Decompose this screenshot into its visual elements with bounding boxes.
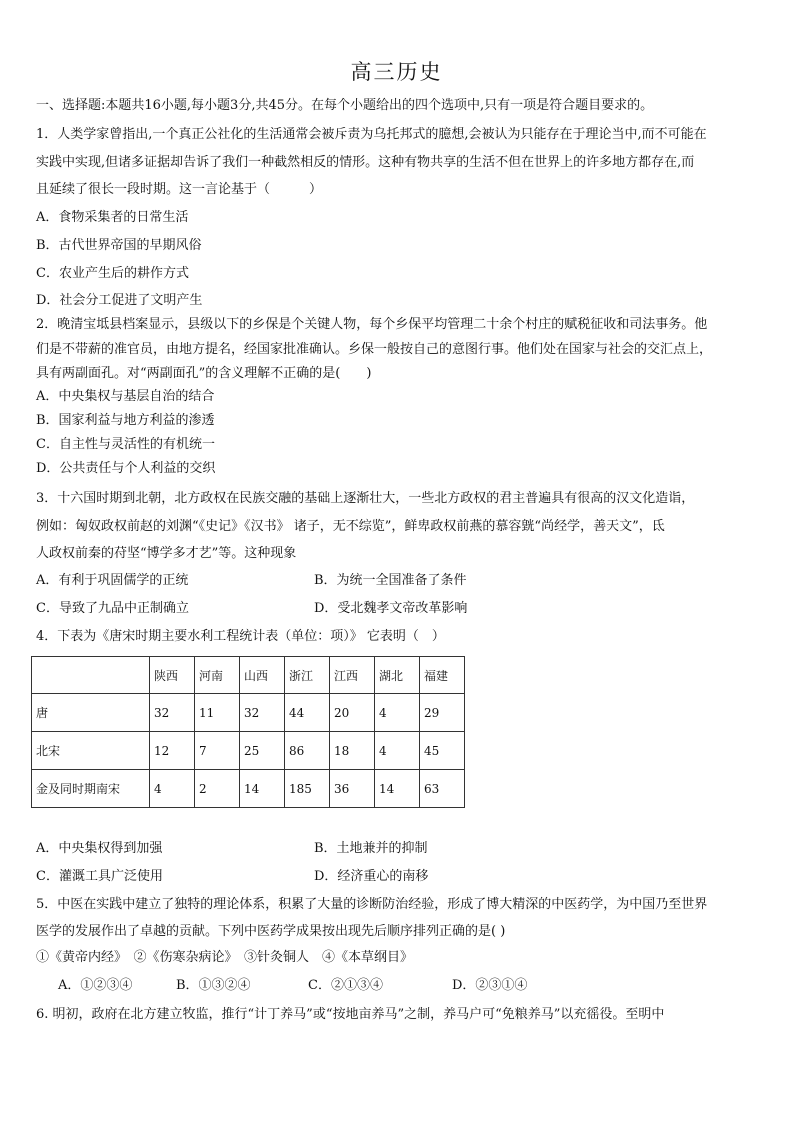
table-cell: 4 bbox=[375, 732, 420, 770]
table-cell: 北宋 bbox=[32, 732, 150, 770]
page-title: 高三历史 bbox=[350, 60, 443, 84]
table-cell: 7 bbox=[195, 732, 240, 770]
table-cell: 11 bbox=[195, 694, 240, 732]
table-header-cell: 江西 bbox=[330, 657, 375, 694]
q2-line-2: 们是不带薪的准官员，由地方提名，经国家批准确认。乡保一般按自己的意图行事。他们处在国家与社会的交汇点上， bbox=[36, 342, 713, 357]
q1-line-3: 且延续了很长一段时期。这一言论基于（ ） bbox=[36, 182, 323, 197]
q3-line-3: 人政权前秦的苻坚“博学多才艺”等。这种现象 bbox=[36, 546, 297, 561]
table-cell: 2 bbox=[195, 770, 240, 808]
table-cell: 29 bbox=[420, 694, 465, 732]
table-cell: 4 bbox=[150, 770, 195, 808]
q3-option-c: C．导致了九品中正制确立 bbox=[36, 601, 189, 616]
table-cell: 185 bbox=[285, 770, 330, 808]
q3-line-2: 例如：匈奴政权前赵的刘渊“《史记》《汉书》 诸子，无不综览”，鲜卑政权前燕的慕容皝“尚经学，善天文”，氐 bbox=[36, 519, 665, 534]
q1-option-c: C．农业产生后的耕作方式 bbox=[36, 266, 189, 281]
table-cell: 25 bbox=[240, 732, 285, 770]
table-cell: 63 bbox=[420, 770, 465, 808]
q2-line-3: 具有两副面孔。对“两副面孔”的含义理解不正确的是( ) bbox=[36, 366, 372, 381]
q5-line-1: 5．中医在实践中建立了独特的理论体系，积累了大量的诊断防治经验，形成了博大精深的中医药学，为中国乃至世界 bbox=[36, 897, 708, 912]
q5-option-b: B．①③②④ bbox=[176, 978, 251, 993]
table-cell: 金及同时期南宋 bbox=[32, 770, 150, 808]
table-cell: 44 bbox=[285, 694, 330, 732]
table-cell: 36 bbox=[330, 770, 375, 808]
q1-option-a: A．食物采集者的日常生活 bbox=[36, 210, 189, 225]
q5-line-2: 医学的发展作出了卓越的贡献。下列中医药学成果按出现先后顺序排列正确的是( ) bbox=[36, 924, 506, 939]
q1-option-b: B．古代世界帝国的早期风俗 bbox=[36, 238, 202, 253]
table-cell: 20 bbox=[330, 694, 375, 732]
table-header-cell: 陕西 bbox=[150, 657, 195, 694]
q5-option-d: D．②③①④ bbox=[452, 978, 528, 993]
table-header-cell: 湖北 bbox=[375, 657, 420, 694]
q4-option-b: B．土地兼并的抑制 bbox=[314, 841, 428, 856]
q2-option-d: D．公共责任与个人利益的交织 bbox=[36, 461, 216, 476]
table-cell: 86 bbox=[285, 732, 330, 770]
table-cell: 45 bbox=[420, 732, 465, 770]
q2-option-a: A．中央集权与基层自治的结合 bbox=[36, 389, 215, 404]
q4-option-c: C．灌溉工具广泛使用 bbox=[36, 869, 163, 884]
q5-option-a: A．①②③④ bbox=[58, 978, 133, 993]
table-header-cell: 河南 bbox=[195, 657, 240, 694]
q1-line-2: 实践中实现,但诸多证据却告诉了我们一种截然相反的情形。这种有物共享的生活不但在世界上的许多地方都存在,而 bbox=[36, 155, 695, 170]
table-cell: 4 bbox=[375, 694, 420, 732]
table-cell: 14 bbox=[375, 770, 420, 808]
q1-line-1: 1．人类学家曾指出,一个真正公社化的生活通常会被斥责为乌托邦式的臆想,会被认为只能存在于理论当中,而不可能在 bbox=[36, 127, 707, 142]
q3-option-d: D．受北魏孝文帝改革影响 bbox=[314, 601, 468, 616]
q1-option-d: D．社会分工促进了文明产生 bbox=[36, 293, 203, 308]
q2-option-c: C．自主性与灵活性的有机统一 bbox=[36, 437, 215, 452]
section-header: 一、选择题:本题共16小题,每小题3分,共45分。在每个小题给出的四个选项中,只有一项是符合题目要求的。 bbox=[36, 98, 654, 113]
q3-line-1: 3．十六国时期到北朝，北方政权在民族交融的基础上逐渐壮大，一些北方政权的君主普遍具有很高的汉文化造诣， bbox=[36, 491, 695, 506]
table-header-cell: 浙江 bbox=[285, 657, 330, 694]
table-cell: 12 bbox=[150, 732, 195, 770]
q4-option-a: A．中央集权得到加强 bbox=[36, 841, 163, 856]
q6-line-1: 6. 明初，政府在北方建立牧监，推行“计丁养马”或“按地亩养马”之制，养马户可“免粮养马”以充徭役。至明中 bbox=[36, 1007, 665, 1022]
q4-stem: 4．下表为《唐宋时期主要水利工程统计表（单位：项）》 它表明（ ） bbox=[36, 629, 445, 644]
q5-items: ①《黄帝内经》 ②《伤寒杂病论》 ③针灸铜人 ④《本草纲目》 bbox=[36, 950, 414, 965]
table-header-cell: 福建 bbox=[420, 657, 465, 694]
q4-option-d: D．经济重心的南移 bbox=[314, 869, 429, 884]
q2-line-1: 2．晚清宝坻县档案显示，县级以下的乡保是个关键人物，每个乡保平均管理二十余个村庄的赋税征收和司法事务。他 bbox=[36, 317, 708, 332]
table-cell: 32 bbox=[150, 694, 195, 732]
table-header-cell bbox=[32, 657, 150, 694]
table-cell: 14 bbox=[240, 770, 285, 808]
table-row bbox=[32, 694, 465, 732]
table-cell: 唐 bbox=[32, 694, 150, 732]
table-header-row bbox=[32, 657, 465, 694]
table-cell: 32 bbox=[240, 694, 285, 732]
q2-option-b: B．国家利益与地方利益的渗透 bbox=[36, 413, 215, 428]
q3-option-a: A．有利于巩固儒学的正统 bbox=[36, 573, 189, 588]
table-cell: 18 bbox=[330, 732, 375, 770]
irrigation-stats-table bbox=[31, 656, 465, 808]
table-header-cell: 山西 bbox=[240, 657, 285, 694]
q5-option-c: C．②①③④ bbox=[308, 978, 383, 993]
q3-option-b: B．为统一全国准备了条件 bbox=[314, 573, 467, 588]
table-row bbox=[32, 732, 465, 770]
table-row bbox=[32, 770, 465, 808]
